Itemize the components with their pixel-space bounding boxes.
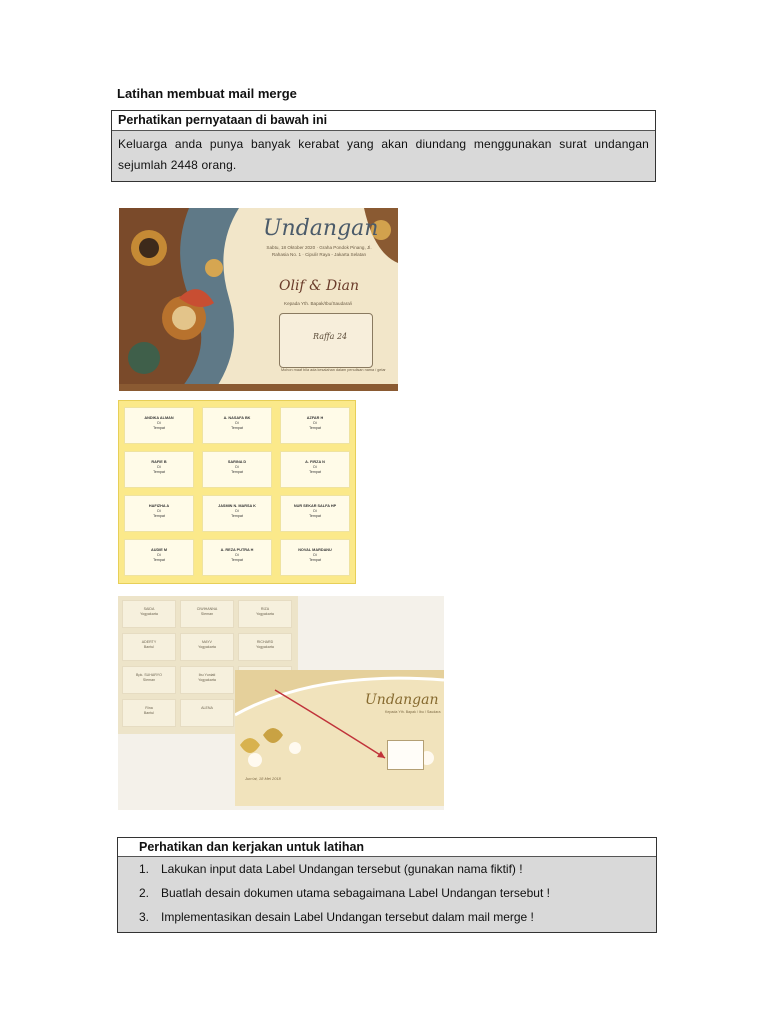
page-title: Latihan membuat mail merge xyxy=(117,86,297,101)
photo-label: ALENA xyxy=(180,699,234,727)
label-item: A. FIRZA N Di Tempat xyxy=(280,451,350,488)
envelope-decoration xyxy=(235,670,444,806)
tasks-box xyxy=(117,837,657,933)
invitation-title: Undangan xyxy=(263,216,379,241)
label-sheet-image xyxy=(118,400,356,584)
invitation-to-line: Kepada Yth. Bapak/Ibu/Saudara/i xyxy=(284,301,353,306)
label-item: AZFAR H Di Tempat xyxy=(280,407,350,444)
photo-label: RICHARD Yogyakarta xyxy=(238,633,292,661)
invitation-couple: Olif & Dian xyxy=(279,278,360,294)
photo-label: ADERTY Bantul xyxy=(122,633,176,661)
photo-label: Rina Bantul xyxy=(122,699,176,727)
label-item: JASMIN N. MARSA K Di Tempat xyxy=(202,495,272,532)
envelope-label-slot xyxy=(387,740,424,770)
statement-box xyxy=(111,110,656,182)
label-item: NUR SEKAR SALFA HP Di Tempat xyxy=(280,495,350,532)
invitation-card-image xyxy=(119,208,398,391)
envelope-to-line: Kepada Yth. Bapak / Ibu / Saudara xyxy=(385,710,441,714)
label-item: NOVAL MARDANU Di Tempat xyxy=(280,539,350,576)
envelope xyxy=(235,670,444,806)
photo-label: MAYV Yogyakarta xyxy=(180,633,234,661)
label-item: SARINA D Di Tempat xyxy=(202,451,272,488)
label-item: AUDIE M Di Tempat xyxy=(124,539,194,576)
label-item: HAFIZHA A Di Tempat xyxy=(124,495,194,532)
envelope-title: Undangan xyxy=(365,692,439,708)
photo-label: CIWIHANNA Sleman xyxy=(180,600,234,628)
invitation-details: Sabtu, 18 Oktober 2020 · Graha Pondok Pinang, Jl. Rahasia No. 1 · Cipulir Raya - Jakarta Selatan xyxy=(266,245,372,257)
task-item: 2. Buatlah desain dokumen utama sebagaimana Label Undangan tersebut ! xyxy=(139,886,550,900)
label-item: ANDIKA ALMAN Di Tempat xyxy=(124,407,194,444)
photo-label: RIZA Yogyakarta xyxy=(238,600,292,628)
tasks-heading: Perhatikan dan kerjakan untuk latihan xyxy=(118,838,656,857)
label-item: A. NASAFA BK Di Tempat xyxy=(202,407,272,444)
envelope-photo xyxy=(118,596,444,810)
label-item: A. REZA PUTRA H Di Tempat xyxy=(202,539,272,576)
task-item: 3. Implementasikan desain Label Undangan tersebut dalam mail merge ! xyxy=(139,910,534,924)
envelope-date: Jum'at, 18 Mei 2018 xyxy=(245,776,281,781)
invitation-guest: Raffa 24 xyxy=(313,332,348,341)
photo-label: SAIDA Yogyakarta xyxy=(122,600,176,628)
label-item: RAFIE B Di Tempat xyxy=(124,451,194,488)
statement-text: Keluarga anda punya banyak kerabat yang akan diundang menggunakan surat undangan sejumlah 2448 orang. xyxy=(118,137,649,172)
photo-label: Ibu Yuniati Yogyakarta xyxy=(180,666,234,694)
statement-heading: Perhatikan pernyataan di bawah ini xyxy=(112,111,655,131)
invitation-footer: Mohon maaf bila ada kesalahan dalam penulisan nama / gelar xyxy=(281,368,386,372)
photo-label: Bpk. SUHARYO Sleman xyxy=(122,666,176,694)
task-item: 1. Lakukan input data Label Undangan tersebut (gunakan nama fiktif) ! xyxy=(139,862,523,876)
tasks-list xyxy=(118,857,656,929)
